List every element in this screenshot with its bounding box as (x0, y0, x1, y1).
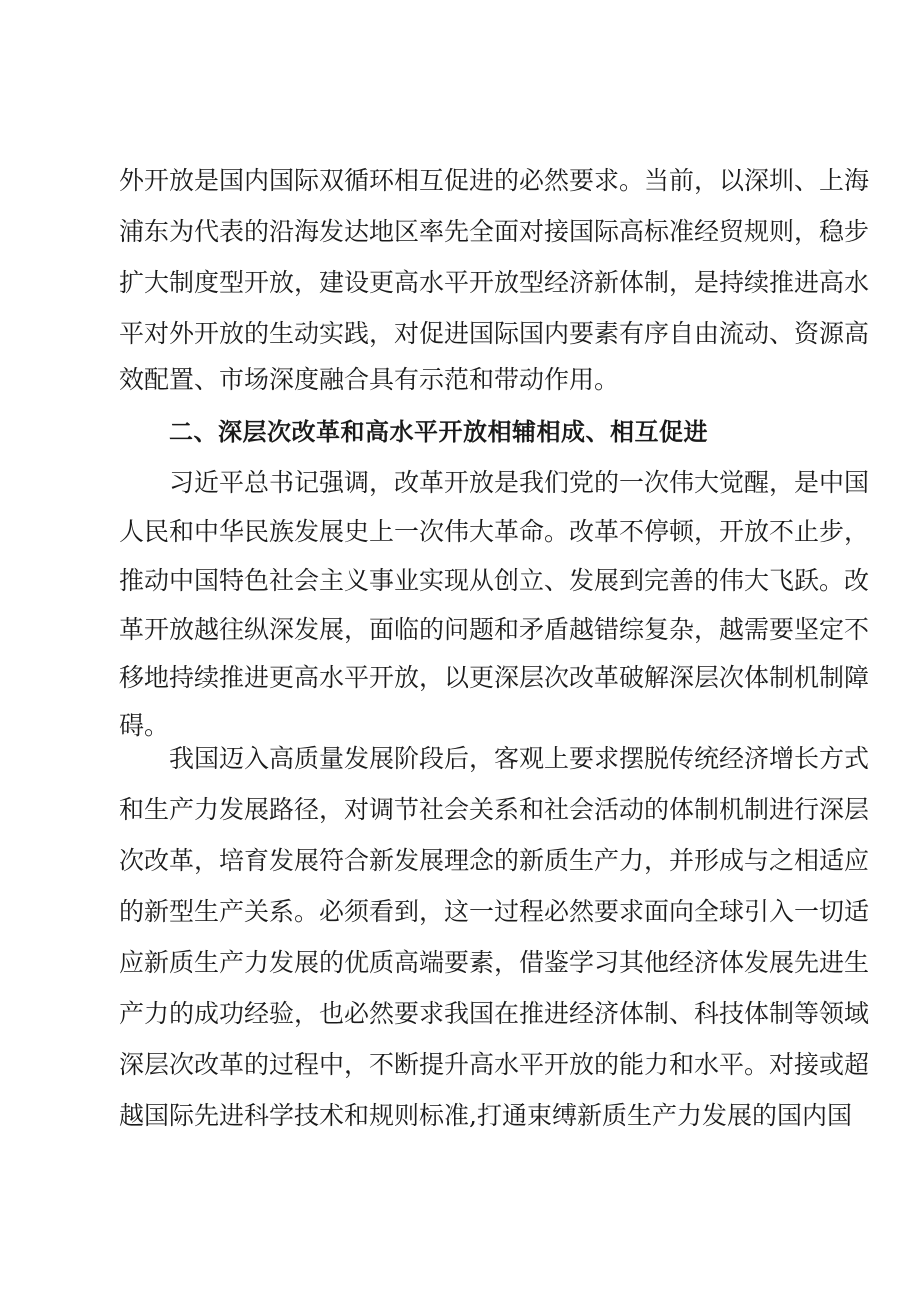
text-line: 产力的成功经验，也必然要求我国在推进经济体制、科技体制等领域 (119, 999, 870, 1028)
text-line: 碍。 (119, 711, 170, 740)
text-line: 人民和中华民族发展史上一次伟大革命。改革不停顿，开放不止步， (119, 517, 870, 546)
text-line: 推动中国特色社会主义事业实现从创立、发展到完善的伟大飞跃。改 (119, 566, 870, 595)
text-line: 扩大制度型开放，建设更高水平开放型经济新体制，是持续推进高水 (119, 268, 870, 297)
text-line: 浦东为代表的沿海发达地区率先全面对接国际高标准经贸规则，稳步 (119, 217, 870, 246)
text-line: 平对外开放的生动实践，对促进国际国内要素有序自由流动、资源高 (119, 319, 870, 348)
text-line: 革开放越往纵深发展，面临的问题和矛盾越错综复杂，越需要坚定不 (119, 615, 870, 644)
text-line: 效配置、市场深度融合具有示范和带动作用。 (119, 365, 620, 394)
text-line: 习近平总书记强调，改革开放是我们党的一次伟大觉醒，是中国 (169, 468, 870, 497)
text-line: 移地持续推进更高水平开放，以更深层次改革破解深层次体制机制障 (119, 663, 870, 692)
text-line: 和生产力发展路径，对调节社会关系和社会活动的体制机制进行深层 (119, 795, 870, 824)
text-line: 深层次改革的过程中，不断提升高水平开放的能力和水平。对接或超 (119, 1050, 870, 1079)
text-line: 外开放是国内国际双循环相互促进的必然要求。当前，以深圳、上海 (119, 166, 870, 195)
text-line: 次改革，培育发展符合新发展理念的新质生产力，并形成与之相适应 (119, 846, 870, 875)
text-line: 我国迈入高质量发展阶段后，客观上要求摆脱传统经济增长方式 (169, 744, 870, 773)
text-line: 应新质生产力发展的优质高端要素，借鉴学习其他经济体发展先进生 (119, 948, 870, 977)
section-heading: 二、深层次改革和高水平开放相辅相成、相互促进 (169, 418, 708, 446)
text-line: 越国际先进科学技术和规则标准,打通束缚新质生产力发展的国内国 (119, 1101, 852, 1130)
text-line: 的新型生产关系。必须看到，这一过程必然要求面向全球引入一切适 (119, 897, 870, 926)
